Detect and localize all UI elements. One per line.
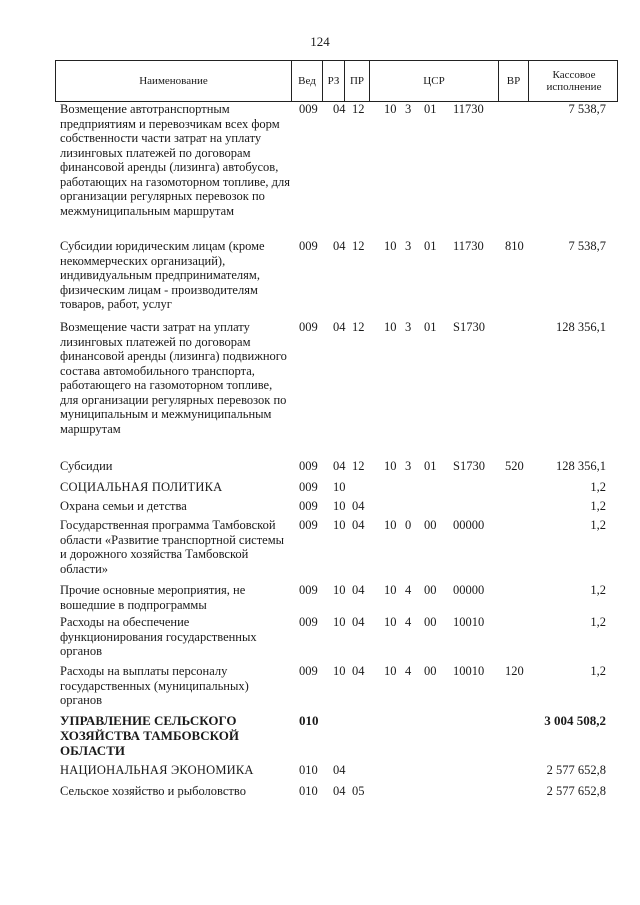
row-pr: 12 (352, 239, 365, 253)
row-rz: 10 (333, 518, 346, 532)
row-rz: 10 (333, 664, 346, 678)
header-pr: ПР (344, 61, 369, 101)
row-name: Расходы на выплаты персоналу государственных (муниципальных) органов (60, 664, 249, 707)
row-csr-event: 00 (424, 518, 437, 532)
row-csr-subprogram: 4 (405, 664, 412, 678)
row-sum: 1,2 (590, 583, 606, 597)
row-csr-program: 10 (384, 102, 397, 116)
row-csr-event: 01 (424, 102, 437, 116)
header-ved: Вед (291, 61, 322, 101)
row-csr-direction: 00000 (453, 583, 485, 597)
row-ved: 009 (299, 102, 318, 116)
row-rz: 04 (333, 784, 346, 798)
row-csr-direction: 11730 (453, 239, 484, 253)
row-ved: 009 (299, 459, 318, 473)
row-csr-subprogram: 4 (405, 583, 412, 597)
row-csr-program: 10 (384, 459, 397, 473)
row-pr: 04 (352, 664, 365, 678)
row-csr-program: 10 (384, 239, 397, 253)
row-csr-direction: S1730 (453, 459, 485, 473)
row-rz: 04 (333, 239, 346, 253)
row-vr: 120 (505, 664, 524, 678)
row-sum: 1,2 (590, 518, 606, 532)
row-name: Субсидии (60, 459, 113, 473)
row-ved: 009 (299, 499, 318, 513)
row-name: УПРАВЛЕНИЕ СЕЛЬСКОГО ХОЗЯЙСТВА ТАМБОВСКОЙ ОБЛАСТИ (60, 713, 239, 758)
row-csr-event: 01 (424, 239, 437, 253)
row-csr-program: 10 (384, 320, 397, 334)
row-sum: 1,2 (590, 615, 606, 629)
row-ved: 009 (299, 583, 318, 597)
row-name: Охрана семьи и детства (60, 499, 187, 513)
row-csr-direction: 00000 (453, 518, 485, 532)
row-ved: 009 (299, 615, 318, 629)
row-csr-event: 01 (424, 459, 437, 473)
row-name: Государственная программа Тамбовской области «Развитие транспортной системы и дорожного хозяйства Тамбовской области» (60, 518, 285, 576)
row-name: Прочие основные мероприятия, не вошедшие в подпрограммы (60, 583, 246, 612)
row-pr: 05 (352, 784, 365, 798)
header-rz: РЗ (322, 61, 344, 101)
row-name: СОЦИАЛЬНАЯ ПОЛИТИКА (60, 480, 223, 494)
row-pr: 12 (352, 320, 365, 334)
row-ved: 010 (299, 784, 318, 798)
row-sum: 2 577 652,8 (546, 784, 606, 798)
row-name: Расходы на обеспечение функционирования государственных органов (60, 615, 257, 658)
table-header (55, 60, 618, 102)
row-sum: 1,2 (590, 664, 606, 678)
row-csr-event: 00 (424, 664, 437, 678)
row-csr-subprogram: 3 (405, 239, 412, 253)
row-csr-program: 10 (384, 518, 397, 532)
row-csr-program: 10 (384, 583, 397, 597)
row-pr: 04 (352, 615, 365, 629)
page-number: 124 (310, 34, 330, 49)
row-csr-direction: 11730 (453, 102, 484, 116)
row-csr-event: 01 (424, 320, 437, 334)
row-csr-program: 10 (384, 615, 397, 629)
row-pr: 12 (352, 102, 365, 116)
row-name: Возмещение автотранспортным предприятиям и перевозчикам всех форм собственности части затрат на уплату лизинговых платежей по договорам финансовой аренды (лизинга) автобусов, работающих на газомоторном топливе, для организации регулярных перевозок по межмуниципальным маршрутам (60, 102, 291, 218)
row-ved: 010 (299, 763, 318, 777)
row-rz: 10 (333, 499, 346, 513)
row-name: Сельское хозяйство и рыболовство (60, 784, 246, 798)
row-csr-subprogram: 4 (405, 615, 412, 629)
row-vr: 810 (505, 239, 524, 253)
row-pr: 04 (352, 499, 365, 513)
row-rz: 10 (333, 615, 346, 629)
row-rz: 04 (333, 102, 346, 116)
row-rz: 10 (333, 583, 346, 597)
row-csr-subprogram: 3 (405, 320, 412, 334)
header-name: Наименование (139, 75, 208, 87)
row-rz: 04 (333, 763, 346, 777)
row-rz: 04 (333, 320, 346, 334)
row-csr-direction: S1730 (453, 320, 485, 334)
row-csr-event: 00 (424, 615, 437, 629)
row-pr: 04 (352, 583, 365, 597)
row-csr-subprogram: 0 (405, 518, 412, 532)
row-ved: 009 (299, 480, 318, 494)
row-pr: 12 (352, 459, 365, 473)
row-csr-program: 10 (384, 664, 397, 678)
row-sum: 7 538,7 (568, 102, 606, 116)
row-ved: 009 (299, 320, 318, 334)
row-pr: 04 (352, 518, 365, 532)
row-ved: 009 (299, 518, 318, 532)
row-sum: 128 356,1 (556, 459, 606, 473)
row-vr: 520 (505, 459, 524, 473)
row-name: НАЦИОНАЛЬНАЯ ЭКОНОМИКА (60, 763, 254, 777)
header-csr: ЦСР (369, 61, 498, 101)
row-sum: 2 577 652,8 (546, 763, 606, 777)
row-rz: 04 (333, 459, 346, 473)
row-ved: 009 (299, 664, 318, 678)
row-rz: 10 (333, 480, 346, 494)
row-name: Возмещение части затрат на уплату лизинговых платежей по договорам финансовой аренды (лизинга) подвижного состава автомобильного транспорта, работающего на газомоторном топливе, для организации регулярных перевозок по муниципальным и межмуниципальным маршрутам (60, 320, 287, 436)
row-csr-direction: 10010 (453, 664, 485, 678)
row-csr-subprogram: 3 (405, 459, 412, 473)
row-sum: 1,2 (590, 480, 606, 494)
row-sum: 1,2 (590, 499, 606, 513)
row-sum: 3 004 508,2 (544, 713, 606, 728)
row-ved: 010 (299, 713, 319, 728)
row-csr-event: 00 (424, 583, 437, 597)
row-ved: 009 (299, 239, 318, 253)
row-sum: 7 538,7 (568, 239, 606, 253)
row-name: Субсидии юридическим лицам (кроме некоммерческих организаций), индивидуальным предпринимателям, физическим лицам - производителям товаров, работ, услуг (60, 239, 265, 311)
header-sum: Кассовое исполнение (528, 61, 619, 101)
row-csr-direction: 10010 (453, 615, 485, 629)
row-sum: 128 356,1 (556, 320, 606, 334)
row-csr-subprogram: 3 (405, 102, 412, 116)
header-vr: ВР (498, 61, 528, 101)
